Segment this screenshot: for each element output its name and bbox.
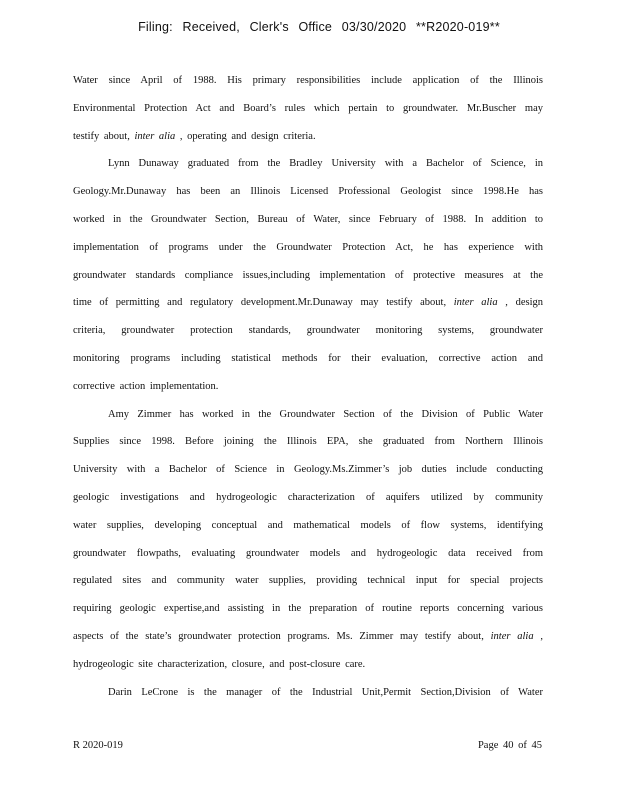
latin-phrase: inter alia xyxy=(490,630,534,642)
body-line-5: Geology.Mr.Dunaway has been an Illinois Licensed Professional Geologist since 1998.He has xyxy=(73,186,543,198)
body-line-9: time of permitting and regulatory development.Mr.Dunaway may testify about, inter alia , design xyxy=(73,297,543,309)
body-line-23: Darin LeCrone is the manager of the Industrial Unit,Permit Section,Division of Water xyxy=(108,686,543,698)
body-line-8: groundwater standards compliance issues,including implementation of protective measures at the xyxy=(73,269,543,281)
body-line-6: worked in the Groundwater Section, Bureau of Water, since February of 1988. In addition to xyxy=(73,213,543,225)
body-line-15: University with a Bachelor of Science in Geology.Ms.Zimmer’s job duties include conducting xyxy=(73,464,543,476)
body-line-21: aspects of the state’s groundwater protection programs. Ms. Zimmer may testify about, inter alia , xyxy=(73,630,544,642)
body-line-22: hydrogeologic site characterization, closure, and post-closure care. xyxy=(73,658,366,670)
body-line-11: monitoring programs including statistical methods for their evaluation, corrective action and xyxy=(73,352,543,364)
filing-header: Filing: Received, Clerk's Office 03/30/2020 **R2020-019** xyxy=(138,20,500,34)
body-line-14: Supplies since 1998. Before joining the Illinois EPA, she graduated from Northern Illinois xyxy=(73,436,543,448)
body-line-13: Amy Zimmer has worked in the Groundwater Section of the Division of Public Water xyxy=(108,408,543,420)
body-line-12: corrective action implementation. xyxy=(73,380,219,392)
body-line-10: criteria, groundwater protection standards, groundwater monitoring systems, groundwater xyxy=(73,325,543,337)
body-line-18: groundwater flowpaths, evaluating groundwater models and hydrogeologic data received from xyxy=(73,547,543,559)
body-line-17: water supplies, developing conceptual and mathematical models of flow systems, identifying xyxy=(73,519,543,531)
body-line-16: geologic investigations and hydrogeologic characterization of aquifers utilized by community xyxy=(73,491,543,503)
footer-page-number: Page 40 of 45 xyxy=(477,740,542,751)
latin-phrase: inter alia xyxy=(134,130,176,142)
body-line-7: implementation of programs under the Groundwater Protection Act, he has experience with xyxy=(73,241,543,253)
latin-phrase: inter alia xyxy=(453,297,498,309)
document-body xyxy=(73,67,543,706)
body-line-4: Lynn Dunaway graduated from the Bradley University with a Bachelor of Science, in xyxy=(108,158,543,170)
body-line-19: regulated sites and community water supplies, providing technical input for special projects xyxy=(73,575,543,587)
body-line-3: testify about, inter alia , operating and design criteria. xyxy=(73,130,316,142)
footer-docket-number: R 2020-019 xyxy=(73,740,123,751)
body-line-20: requiring geologic expertise,and assisting in the preparation of routine reports concerning various xyxy=(73,603,543,615)
body-line-2: Environmental Protection Act and Board’s rules which pertain to groundwater. Mr.Buscher may xyxy=(73,102,543,114)
body-line-1: Water since April of 1988. His primary responsibilities include application of the Illinois xyxy=(73,75,543,86)
